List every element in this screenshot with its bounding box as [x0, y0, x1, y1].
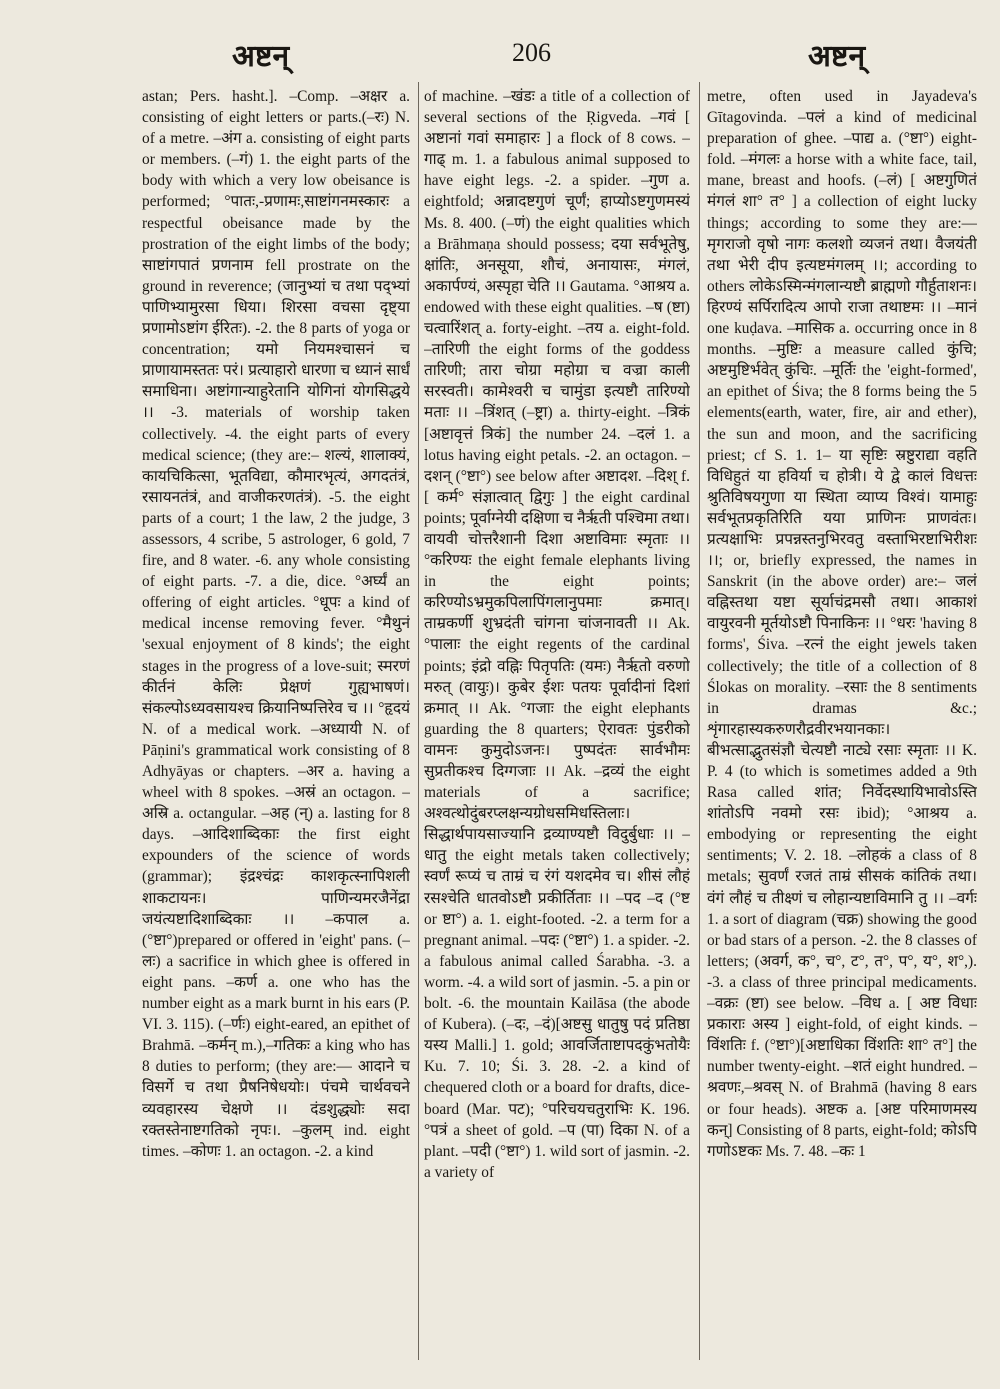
text-column-2: [424, 86, 690, 1356]
left-guide-word: अष्टन्: [232, 39, 290, 74]
page-header: [0, 34, 1000, 78]
column-text: astan; Pers. hasht.]. –Comp. –अक्षर a. consisting of eight letters or parts.(–रः) N. of a metre. –अंग a. consisting of eight parts or members. (–गं) 1. the eight parts of the body with which a very low obeisance is performed; °पातः,-प्रणामः,साष्टांगनमस्कारः a respectful obeisance made by the prostration of the eight limbs of the body; साष्टांगपातं प्रणनाम fell prostrate on the ground in reverence; (जानुभ्यां च तथा पद्भ्यां पाणिभ्यामुरसा धिया। शिरसा वचसा दृष्ट्या प्रणामोऽष्टांग ईरितः). -2. the 8 parts of yoga or concentration; यमो नियमश्चासनं च प्राणायामस्ततः परं। प्रत्याहारो धारणा च ध्यानं सार्धं समाधिना। अष्टांगान्याहुरेतानि योगिनां योगसिद्धये ।। -3. materials of worship taken collectively. -4. the eight parts of every medical science; (they are:– शल्यं, शालाक्यं, कायचिकित्सा, भूतविद्या, कौमारभृत्यं, अगदतंत्रं, रसायनतंत्रं, and वाजीकरणतंत्रं). -5. the eight parts of a court; 1 the law, 2 the judge, 3 assessors, 4 scribe, 5 astrologer, 6 gold, 7 fire, and 8 water. -6. any whole consisting of eight parts. -7. a die, dice. °अर्घ्यं an offering of eight articles. °धूपः a kind of medical incense removing fever. °मैथुनं 'sexual enjoyment of 8 kinds'; the eight stages in the progress of a love-suit; स्मरणं कीर्तनं केलिः प्रेक्षणं गुह्यभाषणं। संकल्पोऽध्यवसायश्च क्रियानिष्पत्तिरेव च ।। °हृदयं N. of a medical work. –अध्यायी N. of Pāṇini's grammatical work consisting of 8 Adhyāyas or chapters. –अर a. having a wheel with 8 spokes. –अस्रं an octagon. –अस्रि a. octangular. –अह (न्) a. lasting for 8 days. –आदिशाब्दिकाः the first eight expounders of the science of words (grammar); इंद्रश्चंद्रः काशकृत्स्नापिशली शाकटायनः। पाणिन्यमरजैनेंद्रा जयंत्यष्टादिशाब्दिकाः ।। –कपाल a.(°ष्टा°)prepared or offered in 'eight' pans. (–लः) a sacrifice in which ghee is offered in eight pans. –कर्ण a. one who has the number eight as a mark burnt in his ears (P. VI. 3. 115). (–र्णः) eight-eared, an epithet of Brahmā. –कर्मन् m.),–गतिकः a king who has 8 duties to perform; (they are:— आदाने च विसर्गे च तथा प्रैषनिषेधयोः। पंचमे चार्थवचने व्यवहारस्य चेक्षणे ।। दंडशुद्ध्योः सदा रक्तस्तेनाष्टगतिको नृपः।. –कुलम् ind. eight times. –कोणः 1. an octagon. -2. a kind: [142, 88, 410, 1160]
column-text: of machine. –खंडः a title of a collection of several sections of the Ṛigveda. –गवं [ अष्टानां गवां समाहारः ] a flock of 8 cows. –गाढ् m. 1. a fabulous animal supposed to have eight legs. -2. a spider. –गुण a. eightfold; अन्नादष्टगुणं चूर्णं; हाप्योऽष्टगुणमस्यं Ms. 8. 400. (–णं) the eight qualities which a Brāhmaṇa should possess; दया सर्वभूतेषु, क्षांतिः, अनसूया, शौचं, अनायासः, मंगलं, अकार्पण्यं, अस्पृहा चेति ।। Gautama. °आश्रय a. endowed with these eight qualities. –ष (ष्टा) चत्वारिंशत् a. forty-eight. –तय a. eight-fold. –तारिणी the eight forms of the goddess तारिणी; तारा चोग्रा महोग्रा च वज्रा काली सरस्वती। कामेश्वरी च चामुंडा इत्यष्टौ तारिण्यो मताः ।। –त्रिंशत् (–ष्ट्रा) a. thirty-eight. –त्रिकं [अष्टावृत्तं त्रिकं] the number 24. –दलं 1. a lotus having eight petals. -2. an octagon. –दशन् (°ष्टा°) see below after अष्टादश. –दिश् f. [ कर्म° संज्ञात्वात् द्विगुः ] the eight cardinal points; पूर्वाग्नेयी दक्षिणा च नैर्ऋती पश्चिमा तथा। वायवी चोत्तरैशानी दिशा अष्टाविमाः स्मृताः ।। °करिण्यः the eight female elephants living in the eight points; करिण्योऽभ्रमुकपिलापिंगलानुपमाः क्रमात्। ताम्रकर्णी शुभ्रदंती चांगना चांजनावती ।। Ak. °पालाः the eight regents of the cardinal points; इंद्रो वह्निः पितृपतिः (यमः) नैर्ऋतो वरुणो मरुत् (वायुः)। कुबेर ईशः पतयः पूर्वादीनां दिशां क्रमात् ।। Ak. °गजाः the eight elephants guarding the 8 quarters; ऐरावतः पुंडरीको वामनः कुमुदोऽजनः। पुष्पदंतः सार्वभौमः सुप्रतीकश्च दिग्गजाः ।। Ak. –द्रव्यं the eight materials of a sacrifice; अश्वत्थोदुंबरप्लक्षन्यग्रोधसमिधस्तिलाः। सिद्धार्थपायसाज्यानि द्रव्याण्यष्टौ विदुर्बुधाः ।। –धातु the eight metals taken collectively; स्वर्णं रूप्यं च ताम्रं च रंगं यशदमेव च। शीसं लौहं रसश्चेति धातवोऽष्टौ प्रकीर्तिताः ।। –पद –द (°ष्ट or ष्टा°) a. 1. eight-footed. -2. a term for a pregnant animal. –पदः (°ष्टा°) 1. a spider. -2. a fabulous animal called Śarabha. -3. a worm. -4. a wild sort of jasmin. -5. a pin or bolt. -6. the mountain Kailāsa (the abode of Kubera). (–दः, –दं)[अष्टसु धातुषु पदं प्रतिष्ठा यस्य Malli.] 1. gold; आवर्जिताष्टापदकुंभतोयैः Ku. 7. 10; Śi. 3. 28. -2. a kind of chequered cloth or a board for drafts, dice-board (Mar. पट); °परिचयचतुराभिः K. 196. °पत्रं a sheet of gold. –प (पा) दिका N. of a plant. –पदी (°ष्टा°) 1. wild sort of jasmin. -2. a variety of: [424, 88, 690, 1181]
column-text: metre, often used in Jayadeva's Gītagovinda. –पलं a kind of medicinal preparation of ghee. –पाद्य a. (°ष्टा°) eight-fold. –मंगलः a horse with a white face, tail, mane, breast and hoofs. (–लं) [ अष्टगुणितं मंगलं शा° त° ] a collection of eight lucky things; according to some they are:— मृगराजो वृषो नागः कलशो व्यजनं तथा। वैजयंती तथा भेरी दीप इत्यष्टमंगलम् ।।; according to others लोकेऽस्मिन्मंगलान्यष्टौ ब्राह्मणो गौर्हुताशनः। हिरण्यं सर्पिरादित्य आपो राजा तथाष्टमः ।। –मानं one kuḍava. –मासिक a. occurring once in 8 months. –मुष्टिः a measure called कुंचि; अष्टमुष्टिर्भवेत् कुंचिः. –मूर्तिः the 'eight-formed', an epithet of Śiva; the 8 forms being the 5 elements(earth, water, fire, air and ether), the sun and moon, and the sacrificing priest; cf S. 1. 1– या सृष्टिः स्रष्टुराद्या वहति विधिहुतं या हविर्या च होत्री। ये द्वे कालं विधत्तः श्रुतिविषयगुणा या स्थिता व्याप्य विश्वं। यामाहुः सर्वभूतप्रकृतिरिति यया प्राणिनः प्राणवंतः। प्रत्यक्षाभिः प्रपन्नस्तनुभिरवतु वस्ताभिरष्टाभिरीशः ।।; or, briefly expressed, the names in Sanskrit (in the above order) are:– जलं वह्निस्तथा यष्टा सूर्याचंद्रमसौ तथा। आकाशं वायुरवनी मूर्तयोऽष्टौ पिनाकिनः ।। °धरः 'having 8 forms', Śiva. –रत्नं the eight jewels taken collectively; the title of a collection of 8 Ślokas on morality. –रसाः the 8 sentiments in dramas &c.; शृंगारहास्यकरुणरौद्रवीरभयानकाः। बीभत्साद्भुतसंज्ञौ चेत्यष्टौ नाट्ये रसाः स्मृताः ।। K. P. 4 (to which is sometimes added a 9th Rasa called शांत; निर्वेदस्थायिभावोऽस्ति शांतोऽपि नवमो रसः ibid); °आश्रय a. embodying or representing the eight sentiments; V. 2. 18. –लोहकं a class of 8 metals; सुवर्णं रजतं ताम्रं सीसकं कांतिकं तथा। वंगं लौहं च तीक्ष्णं च लोहान्यष्टाविमानि तु ।। –वर्गः 1. a sort of diagram (चक्र) showing the good or bad stars of a person. -2. the 8 classes of letters; (अवर्ग, क°, च°, ट°, त°, प°, य°, श°,). -3. a class of three principal medicaments. –वक्रः (ष्टा) see below. –विध a. [ अष्ट विधाः प्रकाराः अस्य ] eight-fold, of eight kinds. –विंशतिः f. (°ष्टा°)[अष्टाधिका विंशतिः शा° त°] the number twenty-eight. –शतं eight hundred. –श्रवणः,–श्रवस् N. of Brahmā (having 8 ears or four heads). अष्टक a. [अष्ट परिमाणमस्य कन्] Consisting of 8 parts, eight-fold; कोऽपि गणोऽष्टकः Ms. 7. 48. –कः 1: [707, 88, 977, 1160]
text-column-1: [142, 86, 410, 1356]
column-divider-left: [418, 82, 419, 1360]
page-number: 206: [512, 38, 551, 67]
column-divider-right: [699, 82, 700, 1360]
right-guide-word: अष्टन्: [808, 39, 866, 74]
text-column-3: [707, 86, 977, 1356]
